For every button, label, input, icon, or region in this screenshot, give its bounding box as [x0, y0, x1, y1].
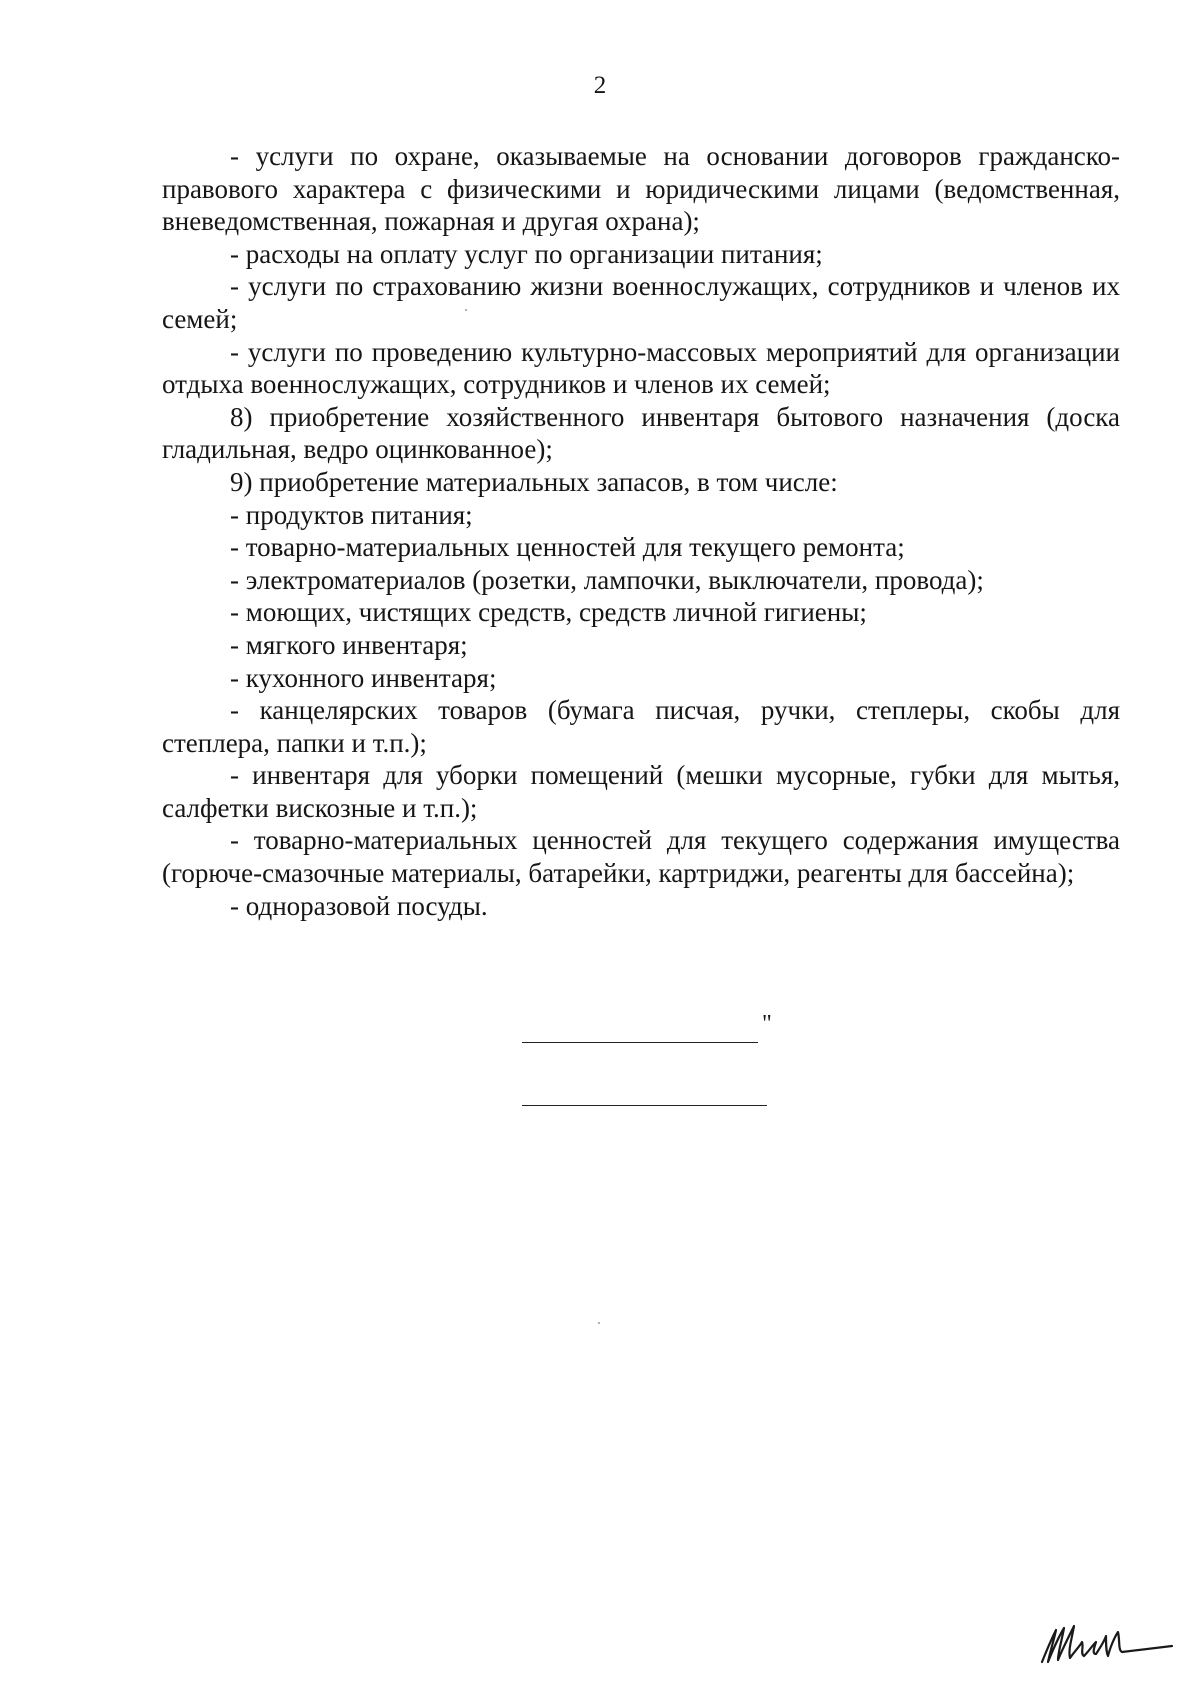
- list-item-kitchen-inventory: - кухонного инвентаря;: [230, 662, 497, 693]
- list-item-repair-materials: - товарно-материальных ценностей для текущего ремонта;: [230, 532, 905, 563]
- signature-icon: [1036, 1616, 1176, 1668]
- list-item-household-inventory: 8) приобретение хозяйственного инвентаря бытового назначения (доска гладильная, ведро оцинкованное);: [162, 401, 1120, 465]
- list-item-catering-services: - расходы на оплату услуг по организации питания;: [230, 238, 823, 269]
- list-item-cleaning-inventory: - инвентаря для уборки помещений (мешки мусорные, губки для мытья, салфетки вискозные и т.п.);: [162, 760, 1120, 823]
- scan-speck: [465, 309, 467, 311]
- list-item-disposable-tableware: - одноразовой посуды.: [230, 890, 488, 921]
- list-item-life-insurance: - услуги по страхованию жизни военнослужащих, сотрудников и членов их семей;: [162, 271, 1120, 334]
- scan-speck: [598, 1322, 600, 1324]
- list-item-electrical-materials: - электроматериалов (розетки, лампочки, выключатели, провода);: [230, 564, 984, 595]
- closing-quote-mark: ": [762, 1011, 772, 1037]
- list-item-cultural-events: - услуги по проведению культурно-массовых мероприятий для организации отдыха военнослужащих, сотрудников и членов их семей;: [162, 336, 1120, 400]
- document-body: [162, 140, 1120, 922]
- list-item-stationery: - канцелярских товаров (бумага писчая, ручки, степлеры, скобы для степлера, папки и т.п.);: [162, 695, 1120, 758]
- list-item-food-products: - продуктов питания;: [230, 499, 473, 530]
- closing-divider-line-second: [522, 1105, 767, 1106]
- list-item-security-services: - услуги по охране, оказываемые на основании договоров гражданско-правового характера с физическими и юридическими лицами (ведомственная, вневедомственная, пожарная и другая охрана);: [162, 141, 1120, 237]
- page-number: 2: [593, 72, 607, 99]
- list-item-cleaning-supplies: - моющих, чистящих средств, средств личной гигиены;: [230, 597, 867, 628]
- list-item-maintenance-materials: - товарно-материальных ценностей для текущего содержания имущества (горюче-смазочные материалы, батарейки, картриджи, реагенты для бассейна);: [162, 825, 1120, 889]
- list-item-material-stocks: 9) приобретение материальных запасов, в том числе:: [230, 466, 838, 497]
- list-item-soft-inventory: - мягкого инвентаря;: [230, 629, 468, 660]
- closing-divider-line: [522, 1042, 758, 1043]
